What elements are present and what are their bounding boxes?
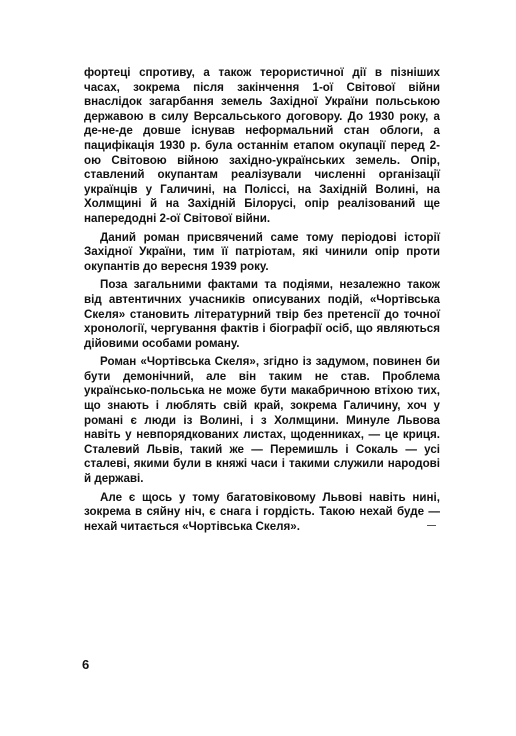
body-text: [84, 66, 440, 538]
paragraph-novel-concept: Роман «Чортівська Скеля», згідно із задумом, повинен би бути демонічний, але він таким не став. Проблема українсько-польська не може бути макабричною втіхою тих, що знають і люблять свій край, зокрема Галичину, хоч у романі є люди із Волині, і з Холмщини. Минуле Львова навіть у невпорядкованих листах, щоденниках, — це криця. Сталевий Львів, такий же — Перемишль і Сокаль — усі сталеві, якими були в княжі часи і такими служили народові й державі.: [84, 355, 440, 486]
paragraph-dedication: Даний роман присвячений саме тому періодові історії Західної України, тим її патріотам, які чинили опір проти окупантів до вересня 1939 року.: [84, 230, 440, 273]
paragraph-continuation: фортеці спротиву, а також терористичної дії в пізніших часах, зокрема після закінчення 1-ої Світової війни внаслідок загарбання земель Західної України польською державою в силу Версальського договору. До 1930 року, а де-не-де довше існував неформальний стан облоги, а пацифікація 1930 р. була останнім етапом окупації перед 2-ою Світовою війною західно-українських земель. Опір, ставлений окупантам реалізували численні організації українців у Галичині, на Поліссі, на Західній Волині, на Холмщині й на Західній Білорусі, опір реалізований ще напередодні 2-ої Світової війни.: [84, 66, 440, 225]
paragraph-lviv-pride: Але є щось у тому багатовіковому Львові навіть нині, зокрема в сяйну ніч, є снага і гордість. Такою нехай буде — нехай читається «Чортівська Скеля».: [84, 490, 440, 533]
stray-mark: [427, 525, 436, 526]
paragraph-literary-work: Поза загальними фактами та подіями, незалежно також від автентичних учасників описуваних подій, «Чортівська Скеля» становить літературний твір без претенсії до точної хронології, чергування фактів і біографії осіб, що являються дійовими особами роману.: [84, 278, 440, 350]
page-number: 6: [82, 657, 90, 672]
